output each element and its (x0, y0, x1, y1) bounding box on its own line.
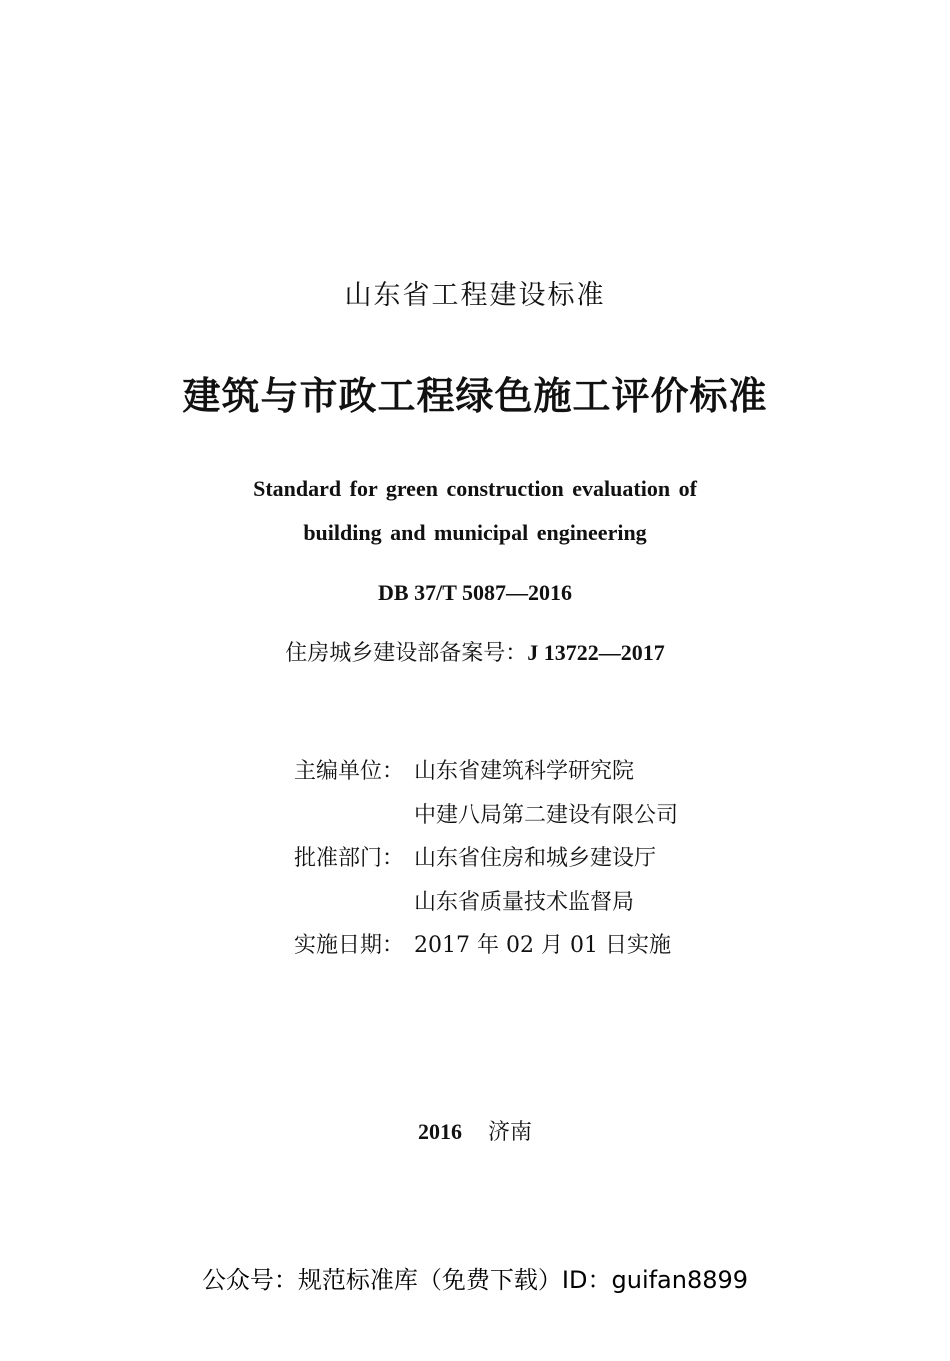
chief-editor-row (0, 756, 950, 788)
effective-date-row (0, 930, 950, 962)
standard-code: DB 37/T 5087—2016 (378, 580, 572, 605)
document-title-english-line2: building and municipal engineering (303, 520, 647, 545)
chief-editor-value-1: 山东省建筑科学研究院 (414, 759, 635, 784)
approval-row (0, 843, 950, 875)
approval-value-1: 山东省住房和城乡建设厅 (414, 846, 657, 871)
record-number-label: 住房城乡建设部备案号： (285, 641, 528, 666)
publication-year: 2016 (417, 1119, 462, 1144)
approval-value-2: 山东省质量技术监督局 (414, 890, 635, 915)
chief-editor-value-2: 中建八局第二建设有限公司 (414, 803, 679, 828)
effective-date-label: 实施日期： (294, 933, 405, 958)
approval-row-2 (0, 887, 950, 919)
chief-editor-row-2 (0, 800, 950, 832)
chief-editor-label: 主编单位： (294, 759, 405, 784)
series-heading: 山东省工程建设标准 (344, 280, 606, 311)
record-number-value: J 13722—2017 (527, 640, 665, 665)
document-title-english-line1: Standard for green construction evaluation of (253, 476, 697, 501)
document-title-chinese: 建筑与市政工程绿色施工评价标准 (182, 373, 768, 418)
publication-city: 济南 (487, 1120, 532, 1145)
footer-watermark-text: 公众号：规范标准库（免费下载）ID：guifan8899 (201, 1266, 749, 1294)
record-number-line (0, 637, 950, 670)
publication-line (0, 1116, 950, 1149)
approval-label: 批准部门： (294, 846, 405, 871)
effective-date-value: 2017 年 02 月 01 日实施 (414, 933, 671, 958)
